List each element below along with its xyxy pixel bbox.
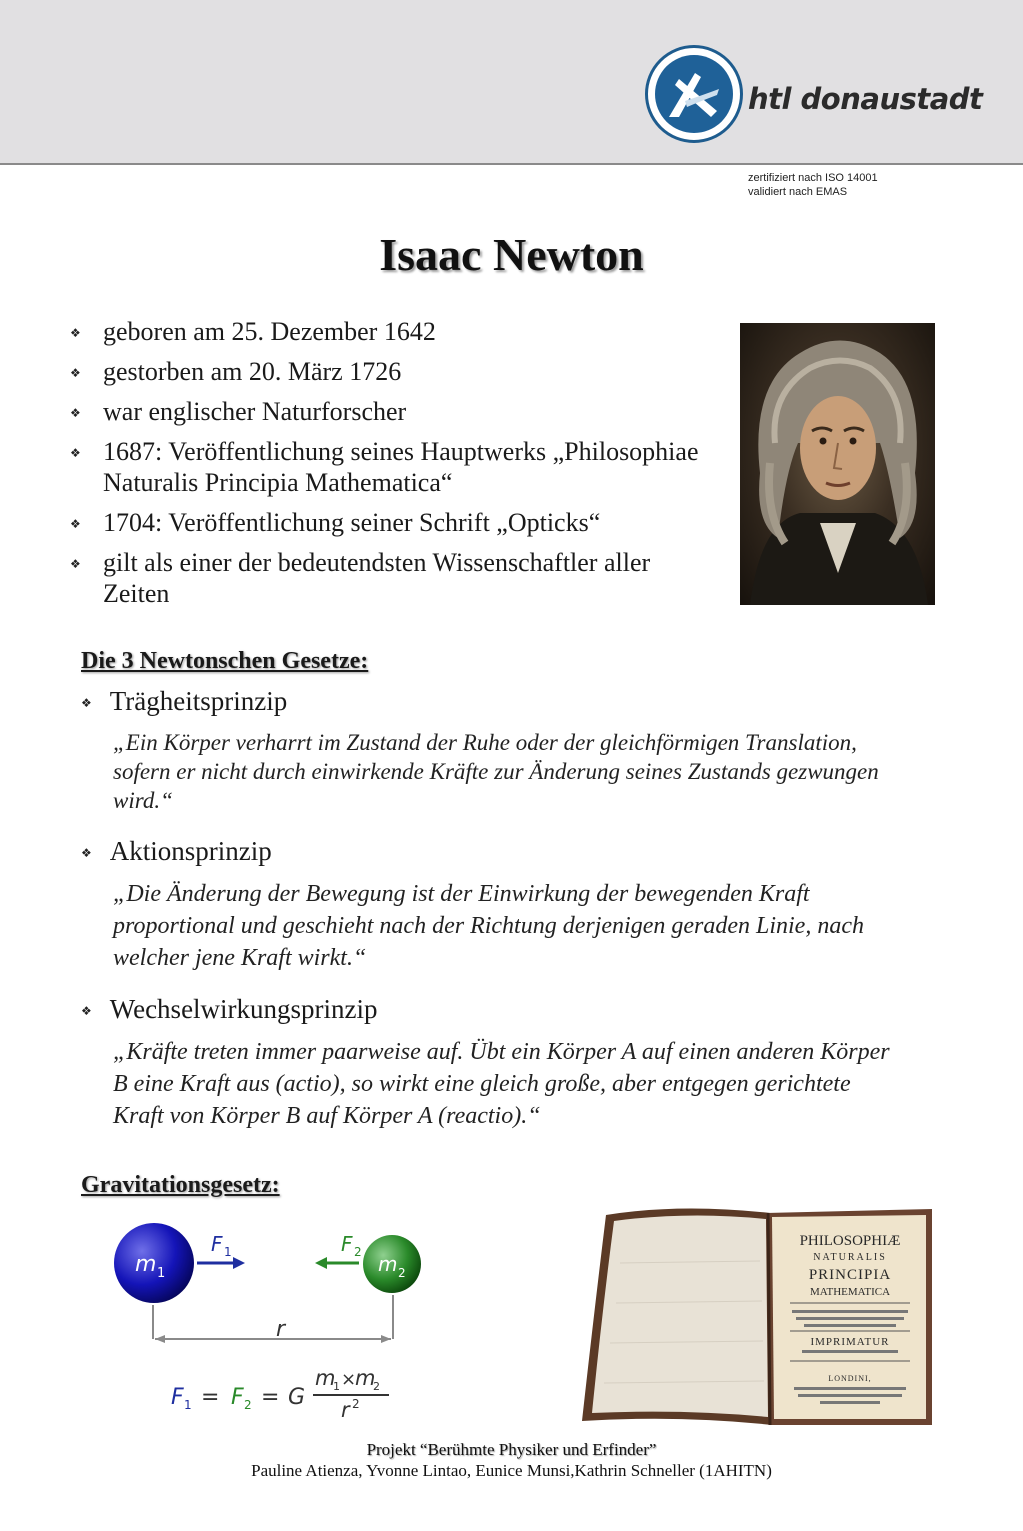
law-1-name: Trägheitsprinzip <box>109 686 288 716</box>
distance-label: r <box>276 1317 286 1342</box>
force-1-sub: 1 <box>224 1245 232 1259</box>
book-imprimatur: IMPRIMATUR <box>810 1336 890 1348</box>
diamond-bullet-icon: ❖ <box>81 1004 92 1018</box>
mass-1-label: m <box>135 1252 157 1277</box>
book-title-line2: NATURALIS <box>813 1252 887 1263</box>
list-item <box>70 396 720 427</box>
eq-num-m2: m <box>355 1366 376 1390</box>
page-footer <box>0 1439 1023 1481</box>
law-3-quote: „Kräfte treten immer paarweise auf. Übt ein Körper A auf einen anderen Körper B eine Kraft aus (actio), so wirkt eine gleich große, aber entgegen gerichtete Kraft von Körper B auf Körper A (reactio).“ <box>113 1039 890 1129</box>
eq-f1: F <box>171 1385 184 1410</box>
mass-1-sub: 1 <box>157 1266 166 1281</box>
fact-birth: geboren am 25. Dezember 1642 <box>103 317 436 346</box>
eq-den-exp: 2 <box>352 1397 360 1411</box>
cert-emas: validiert nach EMAS <box>748 186 848 198</box>
eq-sign-2: = <box>261 1385 280 1410</box>
fact-opticks: 1704: Veröffentlichung seiner Schrift „Opticks“ <box>103 508 601 537</box>
book-title-line1: PHILOSOPHIÆ <box>799 1233 901 1249</box>
diamond-bullet-icon: ❖ <box>70 326 81 340</box>
force-2-sub: 2 <box>354 1245 362 1259</box>
diamond-bullet-icon: ❖ <box>70 517 81 531</box>
principia-book-image <box>580 1203 935 1428</box>
list-item <box>70 436 720 498</box>
book-title-line3: PRINCIPIA <box>808 1267 892 1283</box>
diamond-bullet-icon: ❖ <box>70 557 81 571</box>
certification-note <box>748 171 878 199</box>
law-2-quote: „Die Änderung der Bewegung ist der Einwirkung der bewegenden Kraft proportional und geschieht nach der Richtung derjenigen geraden Linie, nach welcher jene Kraft wirkt.“ <box>113 881 864 971</box>
fact-principia: 1687: Veröffentlichung seines Hauptwerks „Philosophiae Naturalis Principia Mathematica“ <box>103 437 699 497</box>
fact-death: gestorben am 20. März 1726 <box>103 357 402 386</box>
mass-2-label: m <box>378 1252 398 1276</box>
law-1-title <box>81 686 287 722</box>
school-name: htl donaustadt <box>748 82 983 116</box>
list-item <box>70 547 720 609</box>
law-2-name: Aktionsprinzip <box>109 836 272 866</box>
diamond-bullet-icon: ❖ <box>70 446 81 460</box>
diamond-bullet-icon: ❖ <box>81 846 92 860</box>
eq-f2-sub: 2 <box>244 1398 252 1412</box>
book-title-line4: MATHEMATICA <box>809 1286 891 1298</box>
eq-constant: G <box>288 1385 306 1410</box>
law-2-title <box>81 836 272 872</box>
newton-portrait <box>740 323 935 605</box>
force-1-label: F <box>211 1232 223 1256</box>
gravitation-diagram <box>105 1215 425 1420</box>
project-name: Projekt “Berühmte Physiker und Erfinder” <box>366 1440 657 1459</box>
diamond-bullet-icon: ❖ <box>70 366 81 380</box>
diamond-bullet-icon: ❖ <box>81 696 92 710</box>
mass-2-sub: 2 <box>398 1266 406 1280</box>
eq-times: × <box>341 1369 357 1390</box>
diamond-bullet-icon: ❖ <box>70 406 81 420</box>
law-1-quote: „Ein Körper verharrt im Zustand der Ruhe oder der gleichförmigen Translation, sofern er nicht durch einwirkende Kräfte zur Änderung seines Zustands gezwungen wird.“ <box>113 730 879 813</box>
list-item <box>70 507 720 538</box>
eq-f2: F <box>231 1385 244 1410</box>
law-3-title <box>81 994 378 1030</box>
authors: Pauline Atienza, Yvonne Lintao, Eunice Munsi,Kathrin Schneller (1AHITN) <box>251 1461 772 1480</box>
eq-num-m2-sub: 2 <box>373 1380 380 1393</box>
eq-den-r: r <box>341 1398 350 1420</box>
eq-num-m1-sub: 1 <box>333 1380 340 1393</box>
eq-f1-sub: 1 <box>184 1398 192 1412</box>
eq-sign-1: = <box>201 1385 220 1410</box>
gravity-heading: Gravitationsgesetz: <box>81 1172 280 1198</box>
logo-emblem-icon <box>655 55 733 133</box>
fact-legacy: gilt als einer der bedeutendsten Wissenschaftler aller Zeiten <box>103 548 651 608</box>
biography-facts <box>70 316 720 618</box>
list-item <box>70 316 720 347</box>
list-item <box>70 356 720 387</box>
book-londini: LONDINI, <box>828 1374 872 1383</box>
laws-heading: Die 3 Newtonschen Gesetze: <box>81 648 369 674</box>
cert-iso: zertifiziert nach ISO 14001 <box>748 172 878 184</box>
force-2-label: F <box>341 1232 353 1256</box>
law-3-name: Wechselwirkungsprinzip <box>109 994 378 1024</box>
school-logo <box>645 45 743 143</box>
page-title: Isaac Newton <box>379 229 644 280</box>
eq-num-m1: m <box>315 1366 336 1390</box>
fact-nationality: war englischer Naturforscher <box>103 397 407 426</box>
page-header <box>0 0 1023 165</box>
